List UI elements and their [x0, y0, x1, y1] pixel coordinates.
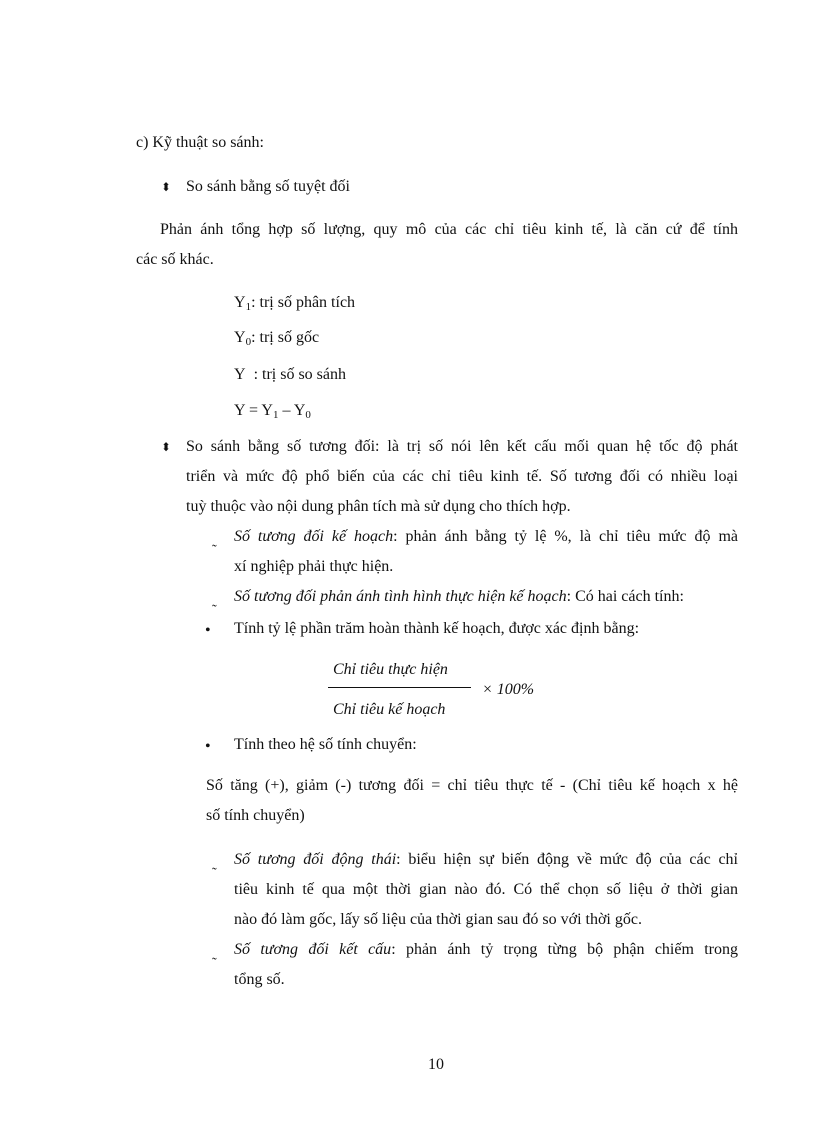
fraction-numerator: Chỉ tiêu thực hiện [333, 661, 448, 678]
dash-bullet-icon: ˷ [212, 533, 217, 548]
dynamic-relative-line-3: nào đó làm gốc, lấy số liệu của thời gian sau đó so với thời gốc. [234, 911, 642, 928]
dynamic-relative-line-2: tiêu kinh tế qua một thời gian nào đó. Có thể chọn số liệu ở thời gian [234, 881, 738, 898]
structure-relative-line-2: tổng số. [234, 971, 285, 988]
dash-bullet-icon: ˷ [212, 593, 217, 608]
diamond-bullet-icon: ⬍ [161, 440, 172, 454]
plan-relative-line-2: xí nghiệp phải thực hiện. [234, 558, 394, 575]
method-2-text: Tính theo hệ số tính chuyển: [234, 736, 417, 753]
absolute-intro-line-2: các số khác. [136, 251, 214, 268]
relative-title-line-3: tuỳ thuộc vào nội dung phân tích mà sử dụng cho thích hợp. [186, 498, 571, 515]
method-1-text: Tính tỷ lệ phần trăm hoàn thành kế hoạch, được xác định bằng: [234, 620, 640, 637]
dash-bullet-icon: ˷ [212, 946, 217, 961]
plan-relative-line-1: Số tương đối kế hoạch: phản ánh bằng tỷ lệ %, là chỉ tiêu mức độ mà [234, 528, 739, 545]
structure-relative-line-1: Số tương đối kết cấu: phản ánh tỷ trọng từng bộ phận chiếm trong [234, 941, 739, 958]
relative-title-line-1: So sánh bằng số tương đối: là trị số nói lên kết cấu mối quan hệ tốc độ phát [186, 438, 738, 455]
dynamic-relative-line-1: Số tương đối động thái: biểu hiện sự biến động về mức độ của các chỉ [234, 851, 739, 868]
definition-y: Y : trị số so sánh [234, 366, 347, 383]
dot-bullet-icon: • [205, 622, 211, 639]
fraction-bar [328, 687, 471, 688]
formula-absolute: $Y = Y_1 - Y_0$ [234, 402, 311, 421]
fraction-multiplier: × 100% [482, 681, 535, 698]
method-2-formula-line-2: số tính chuyển) [206, 807, 305, 824]
relative-title-line-2: triển và mức độ phổ biến của các chỉ tiêu kinh tế. Số tương đối có nhiều loại [186, 468, 738, 485]
method-2-formula-line-1: Số tăng (+), giảm (-) tương đối = chỉ tiêu thực tế - (Chỉ tiêu kế hoạch x hệ [206, 777, 738, 794]
dot-bullet-icon: • [205, 738, 211, 755]
page-number: 10 [428, 1056, 444, 1073]
dash-bullet-icon: ˷ [212, 856, 217, 871]
definition-y1: $Y_1$: trị số phân tích [234, 294, 356, 313]
performance-relative-line: Số tương đối phản ánh tình hình thực hiện kế hoạch: Có hai cách tính: [234, 588, 684, 605]
diamond-bullet-icon: ⬍ [161, 180, 172, 194]
definition-y0: $Y_0$: trị số gốc [234, 329, 320, 348]
absolute-intro-line-1: Phản ánh tổng hợp số lượng, quy mô của các chỉ tiêu kinh tế, là căn cứ để tính [160, 221, 738, 238]
section-heading: c) Kỹ thuật so sánh: [136, 134, 264, 151]
absolute-title: So sánh bằng số tuyệt đối [186, 178, 350, 195]
fraction-denominator: Chỉ tiêu kế hoạch [333, 701, 446, 718]
